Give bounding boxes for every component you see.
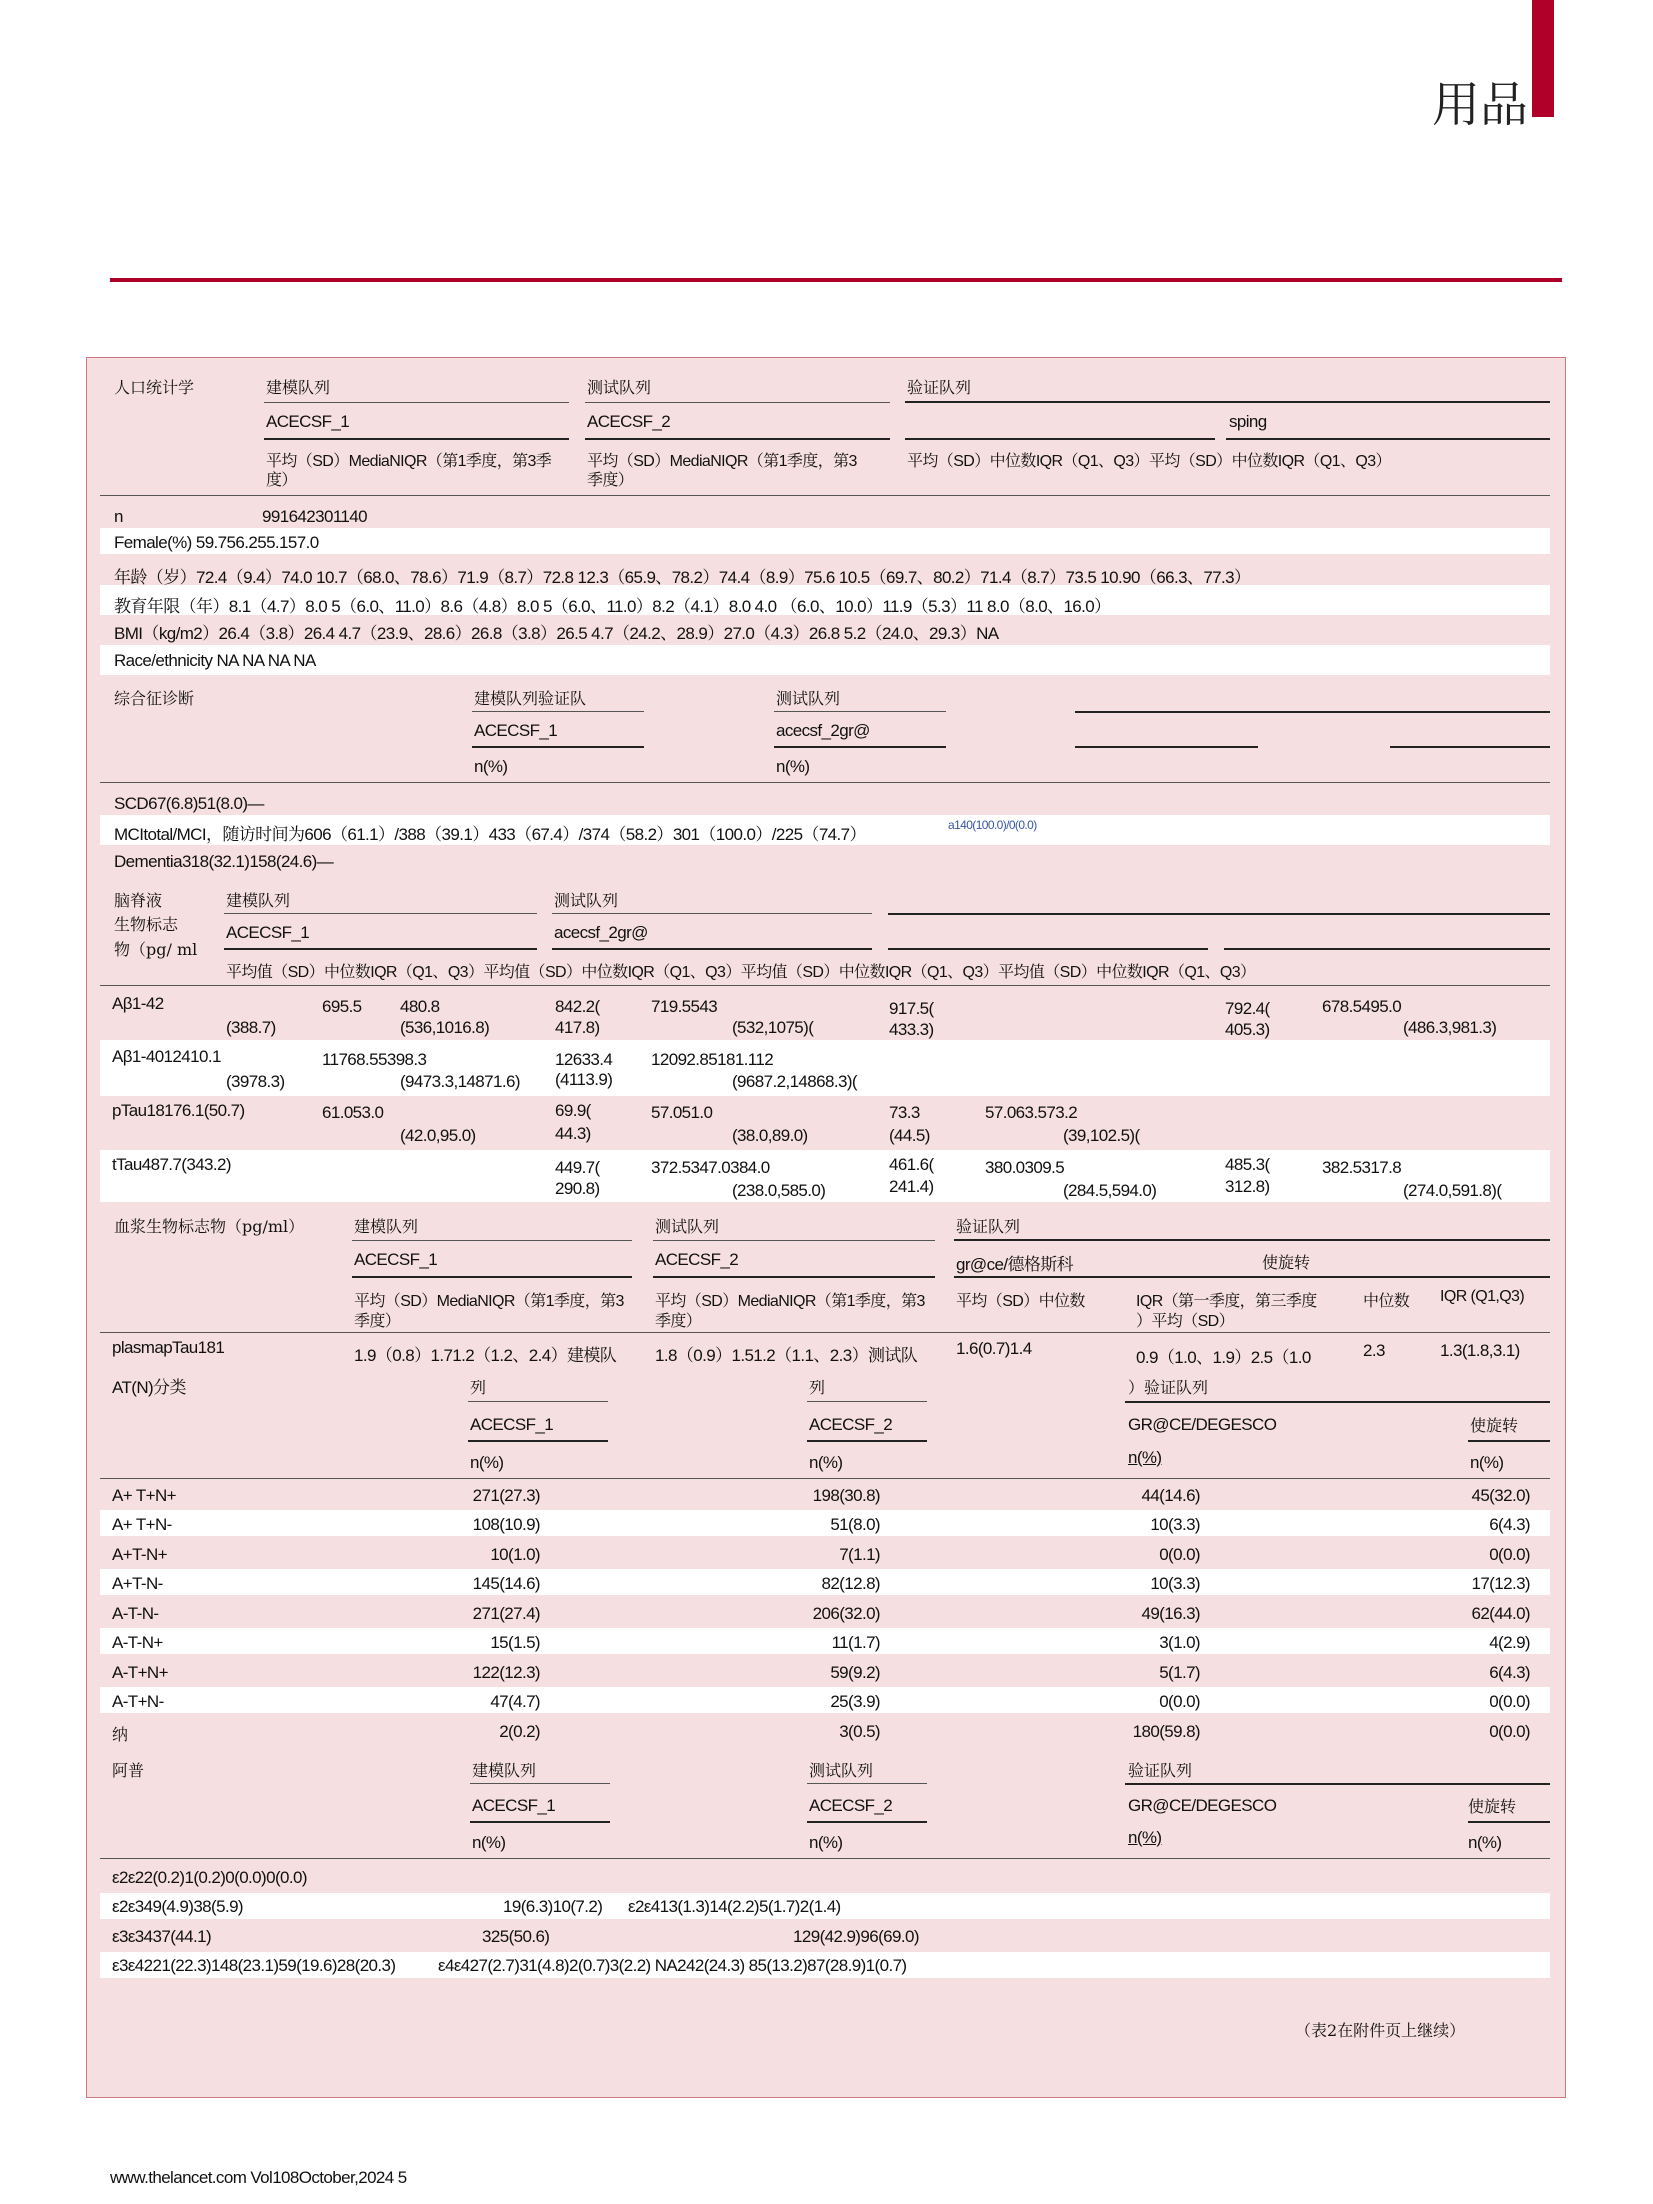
atn-row-label: A-T-N- (112, 1604, 159, 1623)
demo-stat-header-1b: 度） (266, 472, 297, 489)
demo-group-3: 验证队列 (907, 378, 972, 397)
atn-cell: 180(59.8) (1132, 1722, 1200, 1741)
rule (552, 948, 872, 950)
atn-row-label: 纳 (112, 1725, 129, 1744)
csf-ptau-label: pTau18176.1(50.7) (112, 1101, 245, 1120)
csf-cell: 449.7( (555, 1158, 600, 1177)
demo-row-n-label: n (114, 507, 123, 526)
atn-cell: 4(2.9) (1489, 1633, 1530, 1652)
rule (585, 402, 890, 403)
apoe-row-e2e3-cont: 19(6.3)10(7.2) (503, 1897, 603, 1916)
demo-group-2: 测试队列 (587, 378, 652, 397)
atn-cell: 17(12.3) (1471, 1574, 1530, 1593)
atn-cell: 0(0.0) (1489, 1722, 1530, 1741)
plasma-label: 血浆生物标志物（pg/ml） (114, 1217, 305, 1236)
demo-row-bmi: BMI（kg/m2）26.4（3.8）26.4 4.7（23.9、28.6）26.8（3.8）26.5 4.7（24.2、28.9）27.0（4.3）26.8 5.2（24.0、29.3）NA (114, 624, 999, 643)
atn-cell: 0(0.0) (1159, 1692, 1200, 1711)
apoe-n-3: n(%) (1128, 1828, 1162, 1847)
rule (264, 438, 569, 440)
atn-row-label: A+ T+N- (112, 1515, 172, 1534)
csf-cell: 382.5317.8 (1322, 1158, 1402, 1177)
apoe-row-e2e2: ε2ε22(0.2)1(0.2)0(0.0)0(0.0) (112, 1868, 307, 1887)
csf-cell: (38.0,89.0) (732, 1126, 808, 1145)
csf-cell: 480.8 (400, 997, 440, 1016)
apoe-row-e4e4: ε4ε427(2.7)31(4.8)2(0.7)3(2.2) NA242(24.3) 85(13.2)87(28.9)1(0.7) (438, 1956, 907, 1975)
csf-cell: (532,1075)( (732, 1018, 814, 1037)
rule (774, 746, 946, 748)
plasma-subgroup-3: gr@ce/德格斯科 (956, 1255, 1074, 1274)
atn-cell: 0(0.0) (1489, 1545, 1530, 1564)
csf-cell: 290.8) (555, 1179, 600, 1198)
csf-label-3: 物（pg/ ml (114, 940, 198, 959)
rule (1075, 746, 1258, 748)
plasma-cell: 1.6(0.7)1.4 (956, 1339, 1032, 1358)
csf-cell: (388.7) (226, 1018, 276, 1037)
syndrome-row-mci: MCItotal/MCI，随访时间为606（61.1）/388（39.1）433（67.4）/374（58.2）301（100.0）/225（74.7） (114, 825, 866, 844)
csf-cell: 695.5 (322, 997, 362, 1016)
atn-subgroup-1: ACECSF_1 (470, 1415, 554, 1434)
csf-cell: (42.0,95.0) (400, 1126, 476, 1145)
plasma-cell: 1.3(1.8,3.1) (1440, 1341, 1520, 1360)
rule (1125, 1401, 1550, 1403)
atn-cell: 3(0.5) (839, 1722, 880, 1741)
demo-group-1: 建模队列 (266, 378, 331, 397)
rule (1224, 948, 1550, 950)
rule (1125, 1783, 1550, 1785)
atn-cell: 122(12.3) (472, 1663, 540, 1682)
csf-cell: 461.6( (889, 1155, 934, 1174)
atn-cell: 51(8.0) (830, 1515, 880, 1534)
syndrome-group-1: 建模队列验证队 (474, 689, 587, 708)
syndrome-label: 综合征诊断 (114, 689, 195, 708)
rule (224, 948, 537, 950)
csf-cell: 12633.4 (555, 1050, 613, 1069)
rule (352, 1240, 632, 1241)
atn-cell: 3(1.0) (1159, 1633, 1200, 1652)
apoe-row-e3e3-b: 325(50.6) (482, 1927, 550, 1946)
atn-cell: 11(1.7) (831, 1633, 880, 1652)
apoe-subgroup-1: ACECSF_1 (472, 1796, 556, 1815)
rule (888, 948, 1208, 950)
atn-col-a: 列 (470, 1378, 487, 1397)
csf-stat-header: 平均值（SD）中位数IQR（Q1、Q3）平均值（SD）中位数IQR（Q1、Q3）平均值（SD）中位数IQR（Q1、Q3）平均值（SD）中位数IQR（Q1、Q3） (226, 964, 1256, 981)
rule (1390, 746, 1550, 748)
syndrome-group-2: 测试队列 (776, 689, 841, 708)
csf-cell: (274.0,591.8)( (1403, 1181, 1502, 1200)
apoe-label: 阿普 (112, 1761, 145, 1780)
rule (653, 1240, 935, 1241)
plasma-subgroup-1: ACECSF_1 (354, 1250, 438, 1269)
rule (468, 1401, 608, 1402)
rule (954, 1276, 1550, 1278)
csf-cell: (9473.3,14871.6) (400, 1072, 520, 1091)
csf-cell: 433.3) (889, 1020, 934, 1039)
atn-cell: 15(1.5) (490, 1633, 540, 1652)
atn-cell: 0(0.0) (1159, 1545, 1200, 1564)
rule (807, 1401, 927, 1402)
atn-cell: 6(4.3) (1489, 1515, 1530, 1534)
csf-cell: (486.3,981.3) (1403, 1018, 1497, 1037)
atn-row-label: A+ T+N+ (112, 1486, 176, 1505)
csf-cell: 61.053.0 (322, 1103, 384, 1122)
rule (100, 782, 1550, 783)
rule (352, 1276, 632, 1278)
atn-cell: 10(3.3) (1150, 1574, 1200, 1593)
plasma-subgroup-2: ACECSF_2 (655, 1250, 739, 1269)
rule (100, 1332, 1550, 1333)
atn-cell: 10(1.0) (490, 1545, 540, 1564)
csf-cell: (284.5,594.0) (1063, 1181, 1157, 1200)
csf-cell: 73.3 (889, 1103, 920, 1122)
demo-stat-header-2b: 季度） (587, 472, 634, 489)
plasma-cell: 1.8（0.9）1.51.2（1.1、2.3）测试队 (655, 1346, 918, 1365)
csf-cell: (4113.9) (555, 1070, 613, 1089)
csf-cell: 312.8) (1225, 1177, 1270, 1196)
stripe (100, 645, 1550, 675)
csf-cell: 719.5543 (651, 997, 718, 1016)
apoe-row-e2e3: ε2ε349(4.9)38(5.9) (112, 1897, 243, 1916)
atn-row-label: A+T-N- (112, 1574, 163, 1593)
plasma-stat-header-1: 平均（SD）MediaNIQR（第1季度，第3 (354, 1293, 624, 1310)
atn-n-2: n(%) (809, 1453, 843, 1472)
rule (774, 711, 946, 712)
atn-n-3: n(%) (1128, 1448, 1162, 1467)
csf-group-2: 测试队列 (554, 891, 619, 910)
rule (807, 1821, 927, 1823)
plasma-group-1: 建模队列 (354, 1217, 419, 1236)
atn-cell: 145(14.6) (472, 1574, 540, 1593)
atn-row-label: A-T+N- (112, 1692, 164, 1711)
plasma-stat-header-4b: ）平均（SD） (1136, 1313, 1235, 1330)
csf-cell: 405.3) (1225, 1020, 1270, 1039)
csf-cell: 678.5495.0 (1322, 997, 1402, 1016)
syndrome-n-1: n(%) (474, 757, 508, 776)
plasma-stat-header-1b: 季度） (354, 1313, 401, 1330)
atn-cell: 59(9.2) (830, 1663, 880, 1682)
rule (1468, 1440, 1550, 1442)
apoe-group-2: 测试队列 (809, 1761, 874, 1780)
csf-ab40-label: Aβ1-4012410.1 (112, 1047, 221, 1066)
atn-subgroup-2: ACECSF_2 (809, 1415, 893, 1434)
plasma-stat-header-3: 平均（SD）中位数 (956, 1293, 1085, 1310)
atn-cell: 6(4.3) (1489, 1663, 1530, 1682)
csf-cell: 485.3( (1225, 1155, 1270, 1174)
apoe-row-e3e4: ε3ε4221(22.3)148(23.1)59(19.6)28(20.3) (112, 1956, 396, 1975)
apoe-subgroup-3: GR@CE/DEGESCO (1128, 1796, 1277, 1815)
atn-n-4: n(%) (1470, 1453, 1504, 1472)
plasma-group-3: 验证队列 (956, 1217, 1021, 1236)
plasma-group-2: 测试队列 (655, 1217, 720, 1236)
csf-cell: 380.0309.5 (985, 1158, 1065, 1177)
rule (1226, 438, 1550, 440)
demo-row-female: Female(%) 59.756.255.157.0 (114, 533, 319, 552)
plasma-cell: 2.3 (1363, 1341, 1385, 1360)
apoe-n-1: n(%) (472, 1833, 506, 1852)
demo-subgroup-3: sping (1229, 412, 1267, 431)
syndrome-row-dementia: Dementia318(32.1)158(24.6)— (114, 852, 334, 871)
atn-group-3: ）验证队列 (1128, 1378, 1209, 1397)
atn-cell: 49(16.3) (1141, 1604, 1200, 1623)
rule (224, 913, 537, 914)
atn-col-b: 列 (809, 1378, 826, 1397)
atn-label: AT(N)分类 (112, 1378, 186, 1397)
rule (264, 402, 569, 403)
demo-label: 人口统计学 (114, 378, 195, 397)
atn-cell: 108(10.9) (472, 1515, 540, 1534)
atn-n-1: n(%) (470, 1453, 504, 1472)
demo-subgroup-1: ACECSF_1 (266, 412, 350, 431)
atn-row-label: A-T-N+ (112, 1633, 163, 1652)
csf-cell: 241.4) (889, 1177, 934, 1196)
apoe-row-e3e3: ε3ε3437(44.1) (112, 1927, 212, 1946)
header-rule (110, 278, 1562, 282)
plasma-subgroup-4: 使旋转 (1262, 1253, 1311, 1272)
rule (100, 985, 1550, 986)
rule (807, 1783, 927, 1784)
plasma-stat-header-4: IQR（第一季度，第三季度 (1136, 1293, 1317, 1310)
rule (470, 1821, 610, 1823)
syndrome-row-scd: SCD67(6.8)51(8.0)— (114, 794, 264, 813)
demo-stat-header-2: 平均（SD）MediaNIQR（第1季度，第3 (587, 453, 857, 470)
csf-cell: 44.3) (555, 1124, 591, 1143)
csf-cell: 57.063.573.2 (985, 1103, 1078, 1122)
csf-cell: 417.8) (555, 1018, 600, 1037)
syndrome-subgroup-2: acecsf_2gr@ (776, 721, 870, 740)
table-continued-note: （表2在附件页上继续） (1295, 2021, 1466, 2040)
syndrome-n-2: n(%) (776, 757, 810, 776)
rule (905, 438, 1215, 440)
csf-subgroup-2: acecsf_2gr@ (554, 923, 648, 942)
atn-row-label: A-T+N+ (112, 1663, 168, 1682)
rule (954, 1239, 1550, 1241)
atn-cell: 5(1.7) (1159, 1663, 1200, 1682)
csf-cell: 11768.55398.3 (322, 1050, 427, 1069)
csf-cell: 792.4( (1225, 999, 1270, 1018)
plasma-cell: 0.9（1.0、1.9）2.5（1.0 (1136, 1348, 1311, 1367)
rule (472, 746, 644, 748)
atn-cell: 271(27.4) (472, 1604, 540, 1623)
csf-cell: (536,1016.8) (400, 1018, 490, 1037)
rule (807, 1440, 927, 1442)
rule (470, 1783, 610, 1784)
plasma-stat-header-2b: 季度） (655, 1313, 702, 1330)
csf-label-2: 生物标志 (114, 915, 179, 934)
csf-label-1: 脑脊液 (114, 891, 163, 910)
plasma-stat-header-2: 平均（SD）MediaNIQR（第1季度，第3 (655, 1293, 925, 1310)
rule (905, 401, 1550, 403)
csf-ab42-label: Aβ1-42 (112, 994, 164, 1013)
demo-row-age: 年龄（岁）72.4（9.4）74.0 10.7（68.0、78.6）71.9（8.7）72.8 12.3（65.9、78.2）74.4（8.9）75.6 10.5（69.7、80.2）71.4（8.7）73.5 10.90（66.3、77.3） (114, 568, 1251, 587)
csf-ttau-label: tTau487.7(343.2) (112, 1155, 231, 1174)
csf-cell: (3978.3) (226, 1072, 285, 1091)
apoe-subgroup-2: ACECSF_2 (809, 1796, 893, 1815)
syndrome-footnote: a140(100.0)/0(0.0) (948, 818, 1037, 832)
csf-cell: 917.5( (889, 999, 934, 1018)
rule (552, 913, 872, 914)
rule (585, 438, 890, 440)
csf-cell: (39,102.5)( (1063, 1126, 1140, 1145)
atn-cell: 271(27.3) (472, 1486, 540, 1505)
rule (1075, 711, 1550, 713)
atn-cell: 47(4.7) (490, 1692, 540, 1711)
csf-cell: 57.051.0 (651, 1103, 713, 1122)
demo-subgroup-2: ACECSF_2 (587, 412, 671, 431)
apoe-group-3: 验证队列 (1128, 1761, 1193, 1780)
plasma-row-label: plasmapTau181 (112, 1338, 225, 1357)
atn-row-label: A+T-N+ (112, 1545, 167, 1564)
atn-cell: 62(44.0) (1471, 1604, 1530, 1623)
apoe-row-e2e4: ε2ε413(1.3)14(2.2)5(1.7)2(1.4) (628, 1897, 841, 1916)
atn-cell: 44(14.6) (1141, 1486, 1200, 1505)
section-title: 用品 (1432, 77, 1529, 133)
rule (100, 1858, 1550, 1859)
atn-cell: 7(1.1) (839, 1545, 880, 1564)
apoe-n-2: n(%) (809, 1833, 843, 1852)
csf-group-1: 建模队列 (226, 891, 291, 910)
apoe-row-e3e3-c: 129(42.9)96(69.0) (793, 1927, 919, 1946)
rule (653, 1276, 935, 1278)
atn-cell: 10(3.3) (1150, 1515, 1200, 1534)
corner-red-tab (1532, 0, 1554, 117)
demo-stat-header-3: 平均（SD）中位数IQR（Q1、Q3）平均（SD）中位数IQR（Q1、Q3） (907, 453, 1391, 470)
atn-cell: 206(32.0) (812, 1604, 880, 1623)
atn-subgroup-3: GR@CE/DEGESCO (1128, 1415, 1277, 1434)
rule (888, 913, 1550, 915)
rule (468, 1440, 608, 1442)
atn-cell: 45(32.0) (1471, 1486, 1530, 1505)
csf-cell: (44.5) (889, 1126, 930, 1145)
atn-cell: 25(3.9) (830, 1692, 880, 1711)
atn-cell: 198(30.8) (812, 1486, 880, 1505)
csf-cell: 12092.85181.112 (651, 1050, 774, 1069)
rule (1468, 1821, 1550, 1823)
demo-stat-header-1: 平均（SD）MediaNIQR（第1季度，第3季 (266, 453, 552, 470)
rule (100, 1478, 1550, 1479)
demo-row-race: Race/ethnicity NA NA NA NA (114, 651, 316, 670)
atn-cell: 0(0.0) (1489, 1692, 1530, 1711)
apoe-subgroup-4: 使旋转 (1468, 1797, 1517, 1816)
csf-subgroup-1: ACECSF_1 (226, 923, 310, 942)
csf-cell: 372.5347.0384.0 (651, 1158, 770, 1177)
syndrome-subgroup-1: ACECSF_1 (474, 721, 558, 740)
csf-cell: 842.2( (555, 997, 600, 1016)
atn-cell: 2(0.2) (499, 1722, 540, 1741)
apoe-group-1: 建模队列 (472, 1761, 537, 1780)
csf-cell: 69.9( (555, 1101, 591, 1120)
csf-cell: (238.0,585.0) (732, 1181, 826, 1200)
atn-cell: 82(12.8) (821, 1574, 880, 1593)
page-footer: www.thelancet.com Vol108October,2024 5 (110, 2168, 407, 2187)
rule (472, 711, 644, 712)
plasma-stat-header-5: 中位数 (1363, 1293, 1410, 1310)
plasma-stat-header-6: IQR (Q1,Q3) (1440, 1288, 1525, 1305)
rule (100, 495, 1550, 496)
csf-cell: (9687.2,14868.3)( (732, 1072, 857, 1091)
apoe-n-4: n(%) (1468, 1833, 1502, 1852)
plasma-cell: 1.9（0.8）1.71.2（1.2、2.4）建模队 (354, 1346, 617, 1365)
demo-row-n-values: 991642301140 (262, 507, 367, 526)
atn-subgroup-4: 使旋转 (1470, 1416, 1519, 1435)
demo-row-education: 教育年限（年）8.1（4.7）8.0 5（6.0、11.0）8.6（4.8）8.0 5（6.0、11.0）8.2（4.1）8.0 4.0 （6.0、10.0）11.9（5.3）11 8.0（8.0、16.0） (114, 597, 1111, 616)
